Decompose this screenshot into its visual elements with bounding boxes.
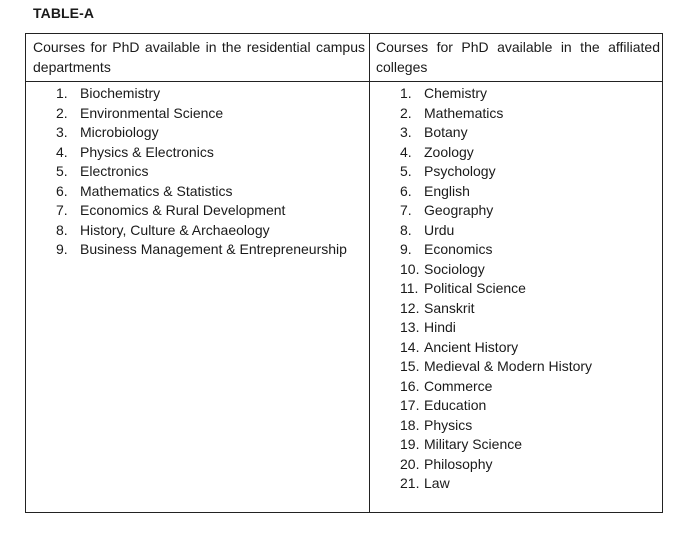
item-number: 8. bbox=[56, 221, 68, 238]
course-name: Urdu bbox=[424, 221, 455, 238]
course-name: Ancient History bbox=[424, 338, 519, 355]
affiliated-list-item bbox=[400, 455, 592, 475]
course-name: Psychology bbox=[424, 163, 496, 179]
course-name: Commerce bbox=[424, 377, 493, 394]
residential-list-item bbox=[56, 182, 347, 202]
course-name: Chemistry bbox=[424, 85, 488, 101]
affiliated-list-item bbox=[400, 299, 592, 319]
course-name: Zoology bbox=[424, 143, 474, 160]
affiliated-list-item bbox=[400, 240, 592, 260]
item-number: 15. bbox=[400, 358, 420, 374]
residential-list-item bbox=[56, 123, 347, 143]
item-number: 5. bbox=[400, 163, 412, 179]
item-number: 12. bbox=[400, 299, 420, 316]
item-number: 7. bbox=[56, 202, 68, 218]
course-name: Political Science bbox=[424, 280, 526, 296]
affiliated-list-item bbox=[400, 279, 592, 299]
item-number: 6. bbox=[400, 182, 412, 199]
item-number: 7. bbox=[400, 202, 412, 218]
course-name: Philosophy bbox=[424, 455, 493, 472]
item-number: 14. bbox=[400, 338, 420, 355]
residential-list-item bbox=[56, 162, 347, 182]
course-name: Hindi bbox=[424, 319, 456, 335]
course-name: Economics bbox=[424, 241, 493, 257]
item-number: 19. bbox=[400, 436, 420, 452]
affiliated-list-item bbox=[400, 123, 592, 143]
affiliated-list-item bbox=[400, 338, 592, 358]
course-name: Botany bbox=[424, 124, 468, 140]
affiliated-list-item bbox=[400, 357, 592, 377]
affiliated-list-item bbox=[400, 221, 592, 241]
item-number: 1. bbox=[400, 85, 412, 101]
affiliated-list-item bbox=[400, 104, 592, 124]
item-number: 17. bbox=[400, 397, 420, 413]
header-divider bbox=[26, 81, 662, 82]
affiliated-list-item bbox=[400, 84, 592, 104]
item-number: 9. bbox=[56, 241, 68, 257]
affiliated-list-item bbox=[400, 260, 592, 280]
course-name: Economics & Rural Development bbox=[80, 202, 286, 218]
item-number: 6. bbox=[56, 182, 68, 199]
course-name: Electronics bbox=[80, 163, 149, 179]
residential-list-item bbox=[56, 84, 347, 104]
affiliated-list-item bbox=[400, 143, 592, 163]
course-name: Environmental Science bbox=[80, 104, 224, 121]
residential-course-list bbox=[56, 84, 347, 260]
affiliated-list-item bbox=[400, 474, 592, 494]
item-number: 1. bbox=[56, 85, 68, 101]
course-name: Microbiology bbox=[80, 124, 159, 140]
item-number: 20. bbox=[400, 455, 420, 472]
item-number: 4. bbox=[56, 143, 68, 160]
residential-list-item bbox=[56, 221, 347, 241]
item-number: 18. bbox=[400, 416, 420, 433]
affiliated-list-item bbox=[400, 416, 592, 436]
course-name: Medieval & Modern History bbox=[424, 358, 593, 374]
item-number: 2. bbox=[56, 104, 68, 121]
item-number: 10. bbox=[400, 260, 420, 277]
header-affiliated-colleges: Courses for PhD available in the affiliated colleges bbox=[376, 39, 660, 75]
affiliated-list-item bbox=[400, 318, 592, 338]
residential-list-item bbox=[56, 143, 347, 163]
item-number: 21. bbox=[400, 475, 420, 491]
course-name: Geography bbox=[424, 202, 494, 218]
affiliated-list-item bbox=[400, 201, 592, 221]
affiliated-course-list bbox=[400, 84, 592, 494]
item-number: 8. bbox=[400, 221, 412, 238]
item-number: 13. bbox=[400, 319, 420, 335]
course-name: Law bbox=[424, 475, 450, 491]
course-name: Mathematics & Statistics bbox=[80, 182, 233, 199]
affiliated-list-item bbox=[400, 182, 592, 202]
course-name: History, Culture & Archaeology bbox=[80, 221, 270, 238]
table-caption: TABLE-A bbox=[33, 5, 95, 21]
item-number: 3. bbox=[56, 124, 68, 140]
item-number: 11. bbox=[400, 280, 419, 296]
residential-list-item bbox=[56, 240, 347, 260]
course-name: Military Science bbox=[424, 436, 523, 452]
residential-list-item bbox=[56, 201, 347, 221]
course-name: Sanskrit bbox=[424, 299, 475, 316]
course-name: Business Management & Entrepreneurship bbox=[80, 241, 347, 257]
item-number: 4. bbox=[400, 143, 412, 160]
affiliated-list-item bbox=[400, 435, 592, 455]
affiliated-list-item bbox=[400, 396, 592, 416]
item-number: 3. bbox=[400, 124, 412, 140]
affiliated-list-item bbox=[400, 377, 592, 397]
column-divider bbox=[369, 34, 370, 512]
course-name: Physics & Electronics bbox=[80, 143, 214, 160]
course-name: Education bbox=[424, 397, 487, 413]
item-number: 5. bbox=[56, 163, 68, 179]
item-number: 9. bbox=[400, 241, 412, 257]
course-name: Mathematics bbox=[424, 104, 504, 121]
course-name: Sociology bbox=[424, 260, 485, 277]
item-number: 16. bbox=[400, 377, 420, 394]
item-number: 2. bbox=[400, 104, 412, 121]
courses-table bbox=[25, 33, 663, 513]
residential-list-item bbox=[56, 104, 347, 124]
course-name: Physics bbox=[424, 416, 473, 433]
affiliated-list-item bbox=[400, 162, 592, 182]
course-name: English bbox=[424, 182, 470, 199]
header-residential-campus: Courses for PhD available in the residential campus departments bbox=[33, 39, 365, 75]
course-name: Biochemistry bbox=[80, 85, 161, 101]
